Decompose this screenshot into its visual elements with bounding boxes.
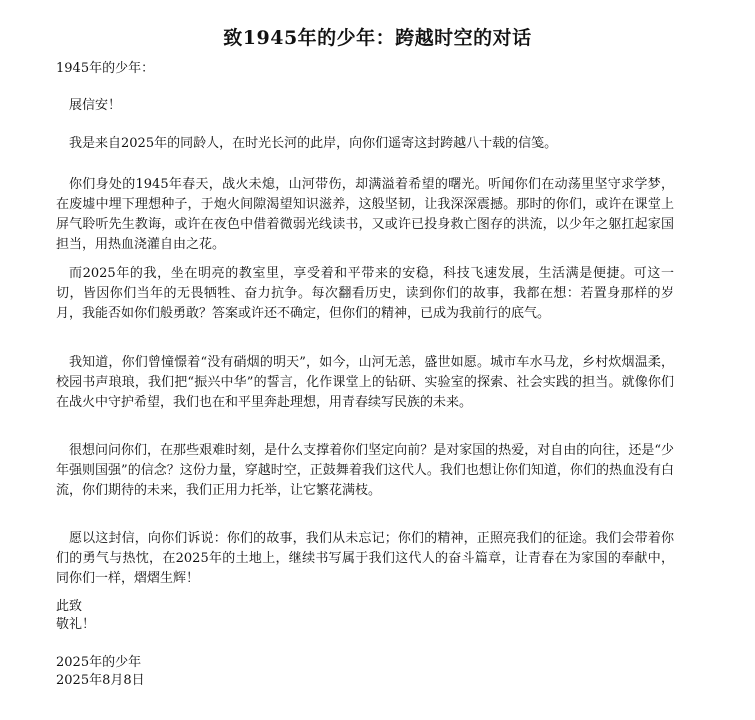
letter-paragraph-5: 很想问问你们，在那些艰难时刻，是什么支撑着你们坚定向前？是对家国的热爱，对自由的向往，还是“少年强则国强”的信念？这份力量，穿越时空，正鼓舞着我们这代人。我们也想让你们知道，你们的热血没有白流，你们期待的未来，我们正用力托举，让它繁花满枝。 [56, 443, 674, 498]
signature-line: 2025年的少年 [56, 655, 142, 670]
letter-paragraph-2: 你们身处的1945年春天，战火未熄，山河带伤，却满溢着希望的曙光。听闻你们在动荡里坚守求学梦，在废墟中埋下理想种子，于炮火间隙渴望知识滋养，这般坚韧，让我深深震撼。那时的你们，或许在课堂上屏气聆听先生教诲，或许在夜色中借着微弱光线读书，又或许已投身救亡图存的洪流，以少年之躯扛起家国担当，用热血浇灌自由之花。 [56, 177, 674, 252]
greeting-line: 展信安！ [69, 98, 122, 113]
letter-paragraph-4: 我知道，你们曾憧憬着“没有硝烟的明天”，如今，山河无恙，盛世如愿。城市车水马龙，乡村炊烟温柔，校园书声琅琅，我们把“振兴中华”的誓言，化作课堂上的钻研、实验室的探索、社会实践的担当。就像你们在战火中守护希望，我们也在和平里奔赴理想，用青春续写民族的未来。 [56, 355, 674, 410]
recipient-line: 1945年的少年： [56, 61, 155, 76]
closing-line-1: 此致 [56, 599, 83, 614]
date-line: 2025年8月8日 [56, 673, 145, 688]
letter-paragraph-1: 我是来自2025年的同龄人，在时光长河的此岸，向你们遥寄这封跨越八十载的信笺。 [69, 136, 558, 151]
page-title: 致1945年的少年：跨越时空的对话 [223, 26, 532, 49]
letter-paragraph-3: 而2025年的我，坐在明亮的教室里，享受着和平带来的安稳，科技飞速发展，生活满是便捷。可这一切，皆因你们当年的无畏牺牲、奋力抗争。每次翻看历史，读到你们的故事，我都在想：若置身那样的岁月，我能否如你们般勇敢？答案或许还不确定，但你们的精神，已成为我前行的底气。 [56, 266, 674, 321]
letter-paragraph-6: 愿以这封信，向你们诉说：你们的故事，我们从未忘记；你们的精神，正照亮我们的征途。我们会带着你们的勇气与热忱，在2025年的土地上，继续书写属于我们这代人的奋斗篇章，让青春在为家国的奉献中，同你们一样，熠熠生辉！ [56, 531, 674, 586]
closing-line-2: 敬礼！ [56, 617, 96, 632]
